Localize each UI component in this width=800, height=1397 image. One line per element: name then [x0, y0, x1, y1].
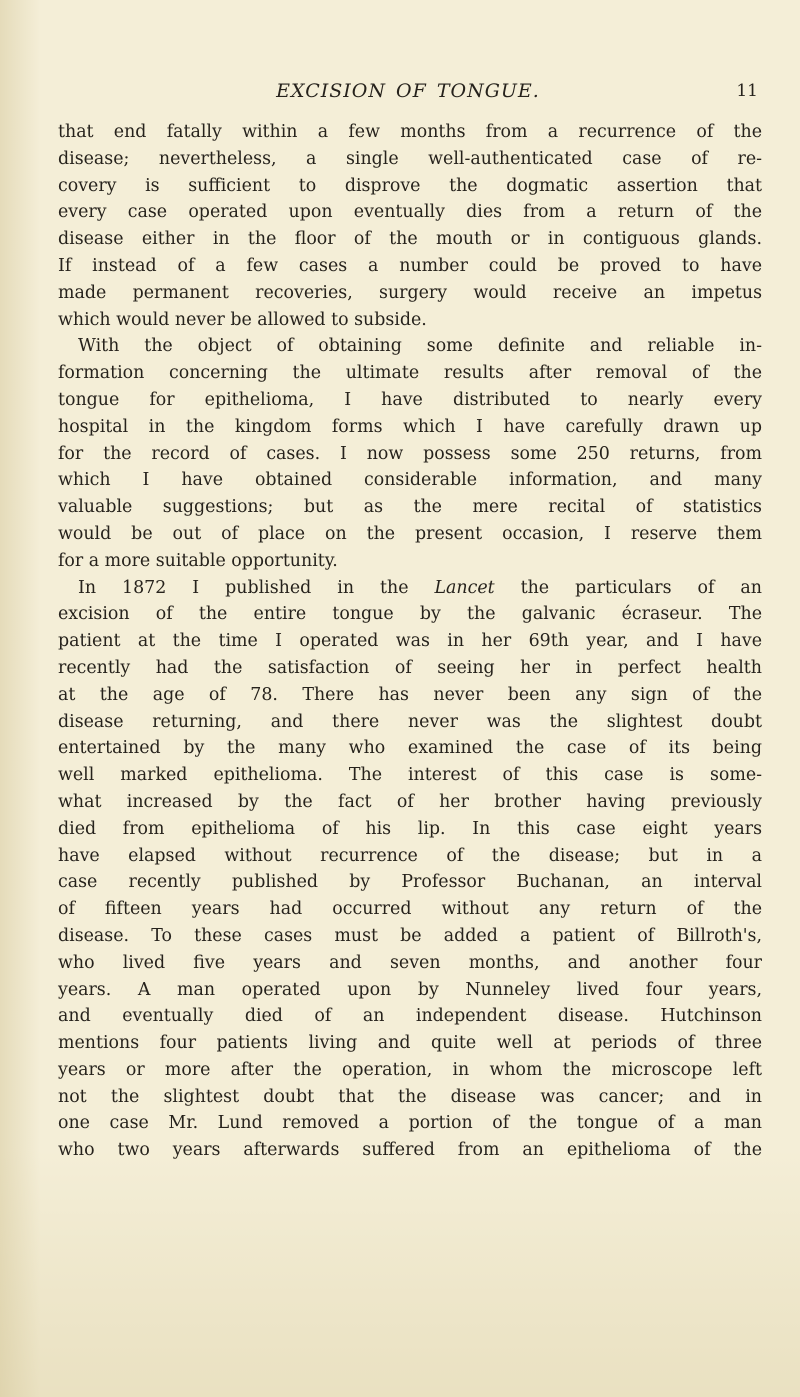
page-number: 11 — [736, 81, 758, 101]
text-line: patient at the time I operated was in her 69th year, and I have — [58, 631, 762, 652]
text-line: which I have obtained considerable information, and many — [58, 470, 762, 491]
text-line: that end fatally within a few months from a recurrence of the — [58, 122, 762, 142]
text-line: formation concerning the ultimate results after removal of the — [58, 363, 762, 384]
text-line: well marked epithelioma. The interest of this case is some- — [58, 765, 762, 786]
text-line: one case Mr. Lund removed a portion of the tongue of a man — [58, 1113, 762, 1134]
text-line: not the slightest doubt that the disease was cancer; and in — [58, 1086, 762, 1107]
text-line: made permanent recoveries, surgery would receive an impetus — [58, 282, 762, 303]
text-line: every case operated upon eventually dies from a return of the — [58, 202, 762, 223]
text-line: years or more after the operation, in whom the microscope left — [58, 1059, 762, 1080]
running-head — [58, 80, 758, 110]
text-line: In 1872 I published in the Lancet the particulars of an — [78, 577, 762, 598]
text-line: what increased by the fact of her brother having previously — [58, 791, 762, 812]
text-line: hospital in the kingdom forms which I have carefully drawn up — [58, 416, 762, 437]
text-line: mentions four patients living and quite well at periods of three — [58, 1033, 762, 1054]
text-line: and eventually died of an independent disease. Hutchinson — [58, 1006, 762, 1027]
chapter-header-title: EXCISION OF TONGUE. — [276, 80, 540, 102]
text-line: covery is sufficient to disprove the dogmatic assertion that — [58, 175, 762, 196]
text-line: of fifteen years had occurred without any return of the — [58, 899, 762, 920]
text-line: would be out of place on the present occasion, I reserve them — [58, 523, 762, 544]
text-line: disease. To these cases must be added a patient of Billroth's, — [58, 925, 762, 946]
text-line: recently had the satisfaction of seeing her in perfect health — [58, 657, 762, 678]
text-line: disease either in the floor of the mouth or in contiguous glands. — [58, 229, 762, 250]
text-line: tongue for epithelioma, I have distributed to nearly every — [58, 389, 762, 410]
text-line: died from epithelioma of his lip. In this case eight years — [58, 818, 762, 839]
text-line: for a more suitable opportunity. — [58, 550, 338, 571]
text-line: If instead of a few cases a number could be proved to have — [58, 255, 762, 276]
text-line: have elapsed without recurrence of the disease; but in a — [58, 845, 762, 866]
text-line: for the record of cases. I now possess some 250 returns, from — [58, 443, 762, 464]
text-line: which would never be allowed to subside. — [58, 309, 427, 330]
text-line: With the object of obtaining some definite and reliable in- — [78, 336, 762, 357]
text-line: who two years afterwards suffered from an epithelioma of the — [58, 1140, 762, 1161]
text-line: entertained by the many who examined the case of its being — [58, 738, 762, 759]
text-line: valuable suggestions; but as the mere recital of statistics — [58, 497, 762, 518]
text-line: case recently published by Professor Buchanan, an interval — [58, 872, 762, 893]
text-line: at the age of 78. There has never been any sign of the — [58, 684, 762, 705]
text-line: disease; nevertheless, a single well-authenticated case of re- — [58, 148, 762, 169]
text-line: years. A man operated upon by Nunneley lived four years, — [58, 979, 762, 1000]
text-line: who lived five years and seven months, and another four — [58, 952, 762, 973]
body-text — [58, 119, 762, 1164]
text-line: excision of the entire tongue by the galvanic écraseur. The — [58, 604, 762, 625]
journal-name: Lancet — [434, 577, 495, 598]
text-line: disease returning, and there never was the slightest doubt — [58, 711, 762, 732]
